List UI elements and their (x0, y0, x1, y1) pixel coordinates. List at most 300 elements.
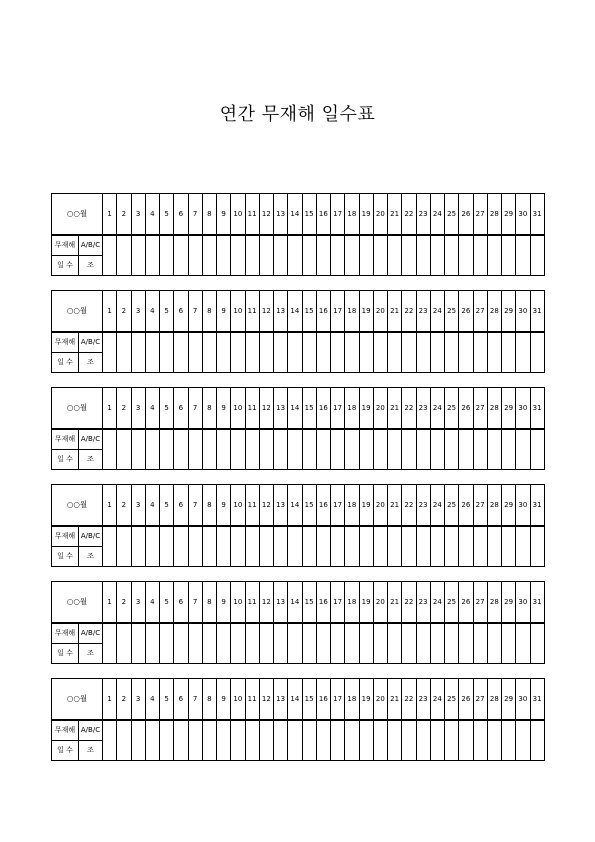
day-number: 8 (202, 388, 216, 430)
day-number: 23 (416, 582, 430, 624)
day-entry-cell[interactable] (188, 623, 202, 664)
day-entry-cell[interactable] (202, 332, 216, 373)
day-number: 27 (473, 194, 487, 236)
day-number: 28 (487, 194, 501, 236)
day-entry-cell[interactable] (516, 623, 530, 664)
day-entry-cell[interactable] (160, 623, 174, 664)
day-number: 8 (202, 679, 216, 721)
day-number: 20 (373, 485, 387, 527)
day-entry-cell[interactable] (217, 235, 231, 276)
day-entry-cell[interactable] (131, 526, 145, 567)
day-number: 13 (274, 291, 288, 333)
day-entry-cell[interactable] (160, 720, 174, 761)
day-number: 20 (373, 291, 387, 333)
day-entry-cell[interactable] (131, 720, 145, 761)
day-number: 31 (530, 582, 544, 624)
day-entry-cell[interactable] (388, 332, 402, 373)
month-table (51, 290, 545, 373)
day-number: 19 (359, 388, 373, 430)
day-entry-cell[interactable] (145, 332, 159, 373)
day-number: 31 (530, 194, 544, 236)
day-entry-cell[interactable] (160, 235, 174, 276)
day-entry-cell[interactable] (160, 429, 174, 470)
day-entry-cell[interactable] (487, 720, 501, 761)
day-number: 2 (117, 194, 131, 236)
day-entry-cell[interactable] (274, 332, 288, 373)
day-entry-cell[interactable] (316, 332, 330, 373)
day-number: 15 (302, 582, 316, 624)
row-label-group: A/B/C (79, 623, 103, 644)
day-number: 10 (231, 679, 245, 721)
day-entry-cell[interactable] (402, 720, 416, 761)
day-number: 29 (502, 582, 516, 624)
day-entry-cell[interactable] (231, 332, 245, 373)
day-entry-cell[interactable] (416, 720, 430, 761)
day-entry-cell[interactable] (145, 526, 159, 567)
day-number: 29 (502, 388, 516, 430)
day-entry-cell[interactable] (117, 720, 131, 761)
day-entry-cell[interactable] (302, 623, 316, 664)
day-entry-cell[interactable] (316, 235, 330, 276)
day-number: 16 (316, 679, 330, 721)
day-entry-cell[interactable] (103, 235, 117, 276)
row-label-team: 조 (79, 644, 103, 664)
day-entry-cell[interactable] (302, 235, 316, 276)
day-entry-cell[interactable] (316, 429, 330, 470)
month-label: ○○월 (52, 388, 103, 430)
day-entry-cell[interactable] (359, 332, 373, 373)
day-entry-cell[interactable] (331, 526, 345, 567)
day-entry-cell[interactable] (516, 526, 530, 567)
day-entry-cell[interactable] (188, 235, 202, 276)
day-number: 4 (145, 194, 159, 236)
day-entry-cell[interactable] (259, 526, 273, 567)
day-entry-cell[interactable] (459, 332, 473, 373)
day-entry-cell[interactable] (331, 235, 345, 276)
day-entry-cell[interactable] (217, 526, 231, 567)
day-entry-cell[interactable] (516, 720, 530, 761)
day-number: 4 (145, 582, 159, 624)
day-entry-cell[interactable] (274, 429, 288, 470)
day-entry-cell[interactable] (274, 623, 288, 664)
row-label-group: A/B/C (79, 526, 103, 547)
day-entry-cell[interactable] (316, 623, 330, 664)
day-number: 6 (174, 194, 188, 236)
day-number: 16 (316, 291, 330, 333)
day-entry-cell[interactable] (487, 332, 501, 373)
row-label-no-accident: 무재해 (52, 623, 79, 644)
day-entry-cell[interactable] (103, 429, 117, 470)
day-entry-cell[interactable] (288, 720, 302, 761)
day-entry-cell[interactable] (245, 623, 259, 664)
day-number: 15 (302, 291, 316, 333)
day-number: 4 (145, 485, 159, 527)
day-entry-cell[interactable] (416, 332, 430, 373)
day-number: 3 (131, 388, 145, 430)
day-entry-cell[interactable] (245, 526, 259, 567)
day-entry-cell[interactable] (502, 526, 516, 567)
day-number: 26 (459, 582, 473, 624)
day-number: 5 (160, 388, 174, 430)
day-number: 30 (516, 194, 530, 236)
day-number: 27 (473, 388, 487, 430)
day-entry-cell[interactable] (416, 526, 430, 567)
day-number: 10 (231, 485, 245, 527)
day-entry-cell[interactable] (487, 526, 501, 567)
day-entry-cell[interactable] (259, 332, 273, 373)
day-entry-cell[interactable] (473, 429, 487, 470)
day-entry-cell[interactable] (402, 526, 416, 567)
day-entry-cell[interactable] (388, 623, 402, 664)
day-entry-cell[interactable] (302, 332, 316, 373)
day-entry-cell[interactable] (274, 526, 288, 567)
day-entry-cell[interactable] (430, 235, 444, 276)
day-entry-cell[interactable] (202, 623, 216, 664)
day-entry-cell[interactable] (445, 720, 459, 761)
day-entry-cell[interactable] (473, 623, 487, 664)
day-entry-cell[interactable] (430, 623, 444, 664)
day-entry-cell[interactable] (316, 526, 330, 567)
day-entry-cell[interactable] (288, 526, 302, 567)
month-table (51, 581, 545, 664)
day-entry-cell[interactable] (202, 720, 216, 761)
day-entry-cell[interactable] (331, 332, 345, 373)
day-entry-cell[interactable] (274, 235, 288, 276)
day-entry-cell[interactable] (259, 429, 273, 470)
day-number: 5 (160, 194, 174, 236)
day-number: 21 (388, 388, 402, 430)
day-entry-cell[interactable] (259, 720, 273, 761)
day-number: 1 (103, 485, 117, 527)
day-entry-cell[interactable] (274, 720, 288, 761)
day-entry-cell[interactable] (530, 332, 544, 373)
day-entry-cell[interactable] (359, 526, 373, 567)
day-number: 7 (188, 291, 202, 333)
day-number: 31 (530, 679, 544, 721)
day-number: 6 (174, 485, 188, 527)
day-number: 18 (345, 291, 359, 333)
day-number: 14 (288, 194, 302, 236)
day-entry-cell[interactable] (316, 720, 330, 761)
day-entry-cell[interactable] (331, 429, 345, 470)
day-entry-cell[interactable] (245, 720, 259, 761)
row-label-team: 조 (79, 547, 103, 567)
day-entry-cell[interactable] (288, 623, 302, 664)
day-entry-cell[interactable] (530, 526, 544, 567)
day-entry-cell[interactable] (245, 429, 259, 470)
day-entry-cell[interactable] (231, 623, 245, 664)
day-entry-cell[interactable] (302, 720, 316, 761)
day-entry-cell[interactable] (430, 332, 444, 373)
day-number: 13 (274, 582, 288, 624)
day-entry-cell[interactable] (131, 235, 145, 276)
day-entry-cell[interactable] (402, 332, 416, 373)
day-entry-cell[interactable] (430, 720, 444, 761)
day-number: 14 (288, 388, 302, 430)
day-entry-cell[interactable] (416, 429, 430, 470)
row-label-no-accident: 무재해 (52, 429, 79, 450)
day-number: 3 (131, 679, 145, 721)
day-entry-cell[interactable] (331, 623, 345, 664)
day-number: 6 (174, 679, 188, 721)
day-entry-cell[interactable] (430, 526, 444, 567)
day-entry-cell[interactable] (231, 720, 245, 761)
day-entry-cell[interactable] (502, 332, 516, 373)
day-entry-cell[interactable] (331, 720, 345, 761)
day-entry-cell[interactable] (117, 526, 131, 567)
day-entry-cell[interactable] (188, 526, 202, 567)
day-entry-cell[interactable] (530, 623, 544, 664)
day-entry-cell[interactable] (530, 429, 544, 470)
day-number: 3 (131, 291, 145, 333)
day-number: 4 (145, 291, 159, 333)
day-entry-cell[interactable] (502, 429, 516, 470)
day-entry-cell[interactable] (445, 623, 459, 664)
day-number: 11 (245, 388, 259, 430)
day-entry-cell[interactable] (345, 332, 359, 373)
row-label-team: 조 (79, 741, 103, 761)
day-number: 30 (516, 679, 530, 721)
day-entry-cell[interactable] (459, 623, 473, 664)
day-number: 14 (288, 679, 302, 721)
day-entry-cell[interactable] (217, 332, 231, 373)
day-number: 24 (430, 679, 444, 721)
day-number: 30 (516, 582, 530, 624)
row-label-days: 일 수 (52, 256, 79, 276)
day-entry-cell[interactable] (288, 332, 302, 373)
day-entry-cell[interactable] (188, 332, 202, 373)
day-entry-cell[interactable] (174, 332, 188, 373)
day-entry-cell[interactable] (231, 429, 245, 470)
day-entry-cell[interactable] (259, 623, 273, 664)
day-number: 5 (160, 485, 174, 527)
day-number: 27 (473, 485, 487, 527)
day-entry-cell[interactable] (459, 720, 473, 761)
day-number: 25 (445, 194, 459, 236)
day-entry-cell[interactable] (402, 235, 416, 276)
day-entry-cell[interactable] (388, 429, 402, 470)
day-number: 2 (117, 582, 131, 624)
day-number: 23 (416, 388, 430, 430)
day-entry-cell[interactable] (359, 623, 373, 664)
day-entry-cell[interactable] (345, 429, 359, 470)
day-entry-cell[interactable] (245, 235, 259, 276)
day-entry-cell[interactable] (345, 526, 359, 567)
day-entry-cell[interactable] (345, 235, 359, 276)
day-entry-cell[interactable] (473, 526, 487, 567)
day-number: 2 (117, 291, 131, 333)
day-entry-cell[interactable] (359, 720, 373, 761)
day-entry-cell[interactable] (473, 720, 487, 761)
day-number: 31 (530, 485, 544, 527)
day-entry-cell[interactable] (160, 332, 174, 373)
day-entry-cell[interactable] (188, 720, 202, 761)
day-number: 20 (373, 582, 387, 624)
day-number: 7 (188, 582, 202, 624)
day-entry-cell[interactable] (530, 235, 544, 276)
day-entry-cell[interactable] (502, 623, 516, 664)
day-entry-cell[interactable] (388, 720, 402, 761)
day-number: 10 (231, 291, 245, 333)
day-number: 12 (259, 679, 273, 721)
day-entry-cell[interactable] (359, 429, 373, 470)
day-number: 11 (245, 582, 259, 624)
day-number: 22 (402, 485, 416, 527)
day-entry-cell[interactable] (445, 526, 459, 567)
day-number: 28 (487, 582, 501, 624)
day-entry-cell[interactable] (388, 526, 402, 567)
day-entry-cell[interactable] (131, 429, 145, 470)
day-entry-cell[interactable] (373, 720, 387, 761)
day-entry-cell[interactable] (302, 429, 316, 470)
day-number: 29 (502, 291, 516, 333)
month-label: ○○월 (52, 582, 103, 624)
day-entry-cell[interactable] (530, 720, 544, 761)
day-entry-cell[interactable] (373, 623, 387, 664)
day-entry-cell[interactable] (345, 623, 359, 664)
day-entry-cell[interactable] (174, 429, 188, 470)
day-entry-cell[interactable] (487, 623, 501, 664)
day-entry-cell[interactable] (174, 526, 188, 567)
day-number: 28 (487, 485, 501, 527)
day-entry-cell[interactable] (502, 720, 516, 761)
day-number: 9 (217, 679, 231, 721)
day-entry-cell[interactable] (359, 235, 373, 276)
day-entry-cell[interactable] (117, 623, 131, 664)
month-tables (51, 193, 544, 775)
day-number: 21 (388, 679, 402, 721)
day-entry-cell[interactable] (445, 235, 459, 276)
day-entry-cell[interactable] (103, 720, 117, 761)
day-entry-cell[interactable] (103, 332, 117, 373)
day-entry-cell[interactable] (131, 623, 145, 664)
day-number: 27 (473, 291, 487, 333)
day-entry-cell[interactable] (473, 332, 487, 373)
day-number: 27 (473, 679, 487, 721)
day-number: 19 (359, 582, 373, 624)
day-entry-cell[interactable] (217, 720, 231, 761)
day-number: 15 (302, 485, 316, 527)
day-entry-cell[interactable] (117, 235, 131, 276)
row-label-group: A/B/C (79, 235, 103, 256)
day-entry-cell[interactable] (473, 235, 487, 276)
day-number: 29 (502, 679, 516, 721)
day-entry-cell[interactable] (217, 623, 231, 664)
day-entry-cell[interactable] (174, 623, 188, 664)
day-entry-cell[interactable] (245, 332, 259, 373)
day-number: 7 (188, 194, 202, 236)
day-entry-cell[interactable] (487, 235, 501, 276)
day-number: 21 (388, 291, 402, 333)
day-number: 26 (459, 194, 473, 236)
day-number: 12 (259, 388, 273, 430)
row-label-team: 조 (79, 353, 103, 373)
day-entry-cell[interactable] (487, 429, 501, 470)
day-entry-cell[interactable] (231, 526, 245, 567)
day-entry-cell[interactable] (388, 235, 402, 276)
day-entry-cell[interactable] (117, 429, 131, 470)
day-entry-cell[interactable] (188, 429, 202, 470)
day-entry-cell[interactable] (302, 526, 316, 567)
day-entry-cell[interactable] (231, 235, 245, 276)
day-entry-cell[interactable] (202, 429, 216, 470)
day-entry-cell[interactable] (145, 720, 159, 761)
day-entry-cell[interactable] (373, 332, 387, 373)
day-entry-cell[interactable] (516, 429, 530, 470)
day-entry-cell[interactable] (217, 429, 231, 470)
month-table (51, 193, 545, 276)
day-entry-cell[interactable] (445, 429, 459, 470)
day-number: 13 (274, 388, 288, 430)
day-number: 26 (459, 485, 473, 527)
day-entry-cell[interactable] (402, 623, 416, 664)
day-entry-cell[interactable] (373, 235, 387, 276)
day-number: 22 (402, 388, 416, 430)
day-entry-cell[interactable] (445, 332, 459, 373)
day-number: 21 (388, 485, 402, 527)
row-label-days: 일 수 (52, 644, 79, 664)
day-entry-cell[interactable] (174, 235, 188, 276)
day-entry-cell[interactable] (416, 235, 430, 276)
day-entry-cell[interactable] (145, 235, 159, 276)
row-label-group: A/B/C (79, 332, 103, 353)
day-number: 10 (231, 388, 245, 430)
day-entry-cell[interactable] (202, 526, 216, 567)
day-number: 22 (402, 194, 416, 236)
day-number: 11 (245, 485, 259, 527)
day-entry-cell[interactable] (174, 720, 188, 761)
day-entry-cell[interactable] (145, 623, 159, 664)
day-entry-cell[interactable] (373, 429, 387, 470)
day-entry-cell[interactable] (502, 235, 516, 276)
day-number: 19 (359, 485, 373, 527)
day-number: 23 (416, 194, 430, 236)
day-entry-cell[interactable] (345, 720, 359, 761)
day-number: 7 (188, 485, 202, 527)
day-number: 23 (416, 679, 430, 721)
day-number: 25 (445, 388, 459, 430)
day-number: 9 (217, 485, 231, 527)
row-label-days: 일 수 (52, 547, 79, 567)
day-entry-cell[interactable] (430, 429, 444, 470)
day-number: 25 (445, 582, 459, 624)
day-entry-cell[interactable] (516, 332, 530, 373)
day-entry-cell[interactable] (259, 235, 273, 276)
day-number: 22 (402, 582, 416, 624)
day-entry-cell[interactable] (103, 526, 117, 567)
day-entry-cell[interactable] (131, 332, 145, 373)
day-number: 12 (259, 194, 273, 236)
day-entry-cell[interactable] (459, 235, 473, 276)
day-entry-cell[interactable] (117, 332, 131, 373)
day-entry-cell[interactable] (288, 429, 302, 470)
day-entry-cell[interactable] (459, 526, 473, 567)
day-entry-cell[interactable] (288, 235, 302, 276)
day-entry-cell[interactable] (516, 235, 530, 276)
day-entry-cell[interactable] (459, 429, 473, 470)
day-number: 8 (202, 485, 216, 527)
day-entry-cell[interactable] (402, 429, 416, 470)
day-number: 23 (416, 291, 430, 333)
day-number: 25 (445, 679, 459, 721)
day-number: 2 (117, 388, 131, 430)
day-entry-cell[interactable] (103, 623, 117, 664)
day-entry-cell[interactable] (145, 429, 159, 470)
day-entry-cell[interactable] (202, 235, 216, 276)
day-entry-cell[interactable] (416, 623, 430, 664)
day-entry-cell[interactable] (373, 526, 387, 567)
day-entry-cell[interactable] (160, 526, 174, 567)
